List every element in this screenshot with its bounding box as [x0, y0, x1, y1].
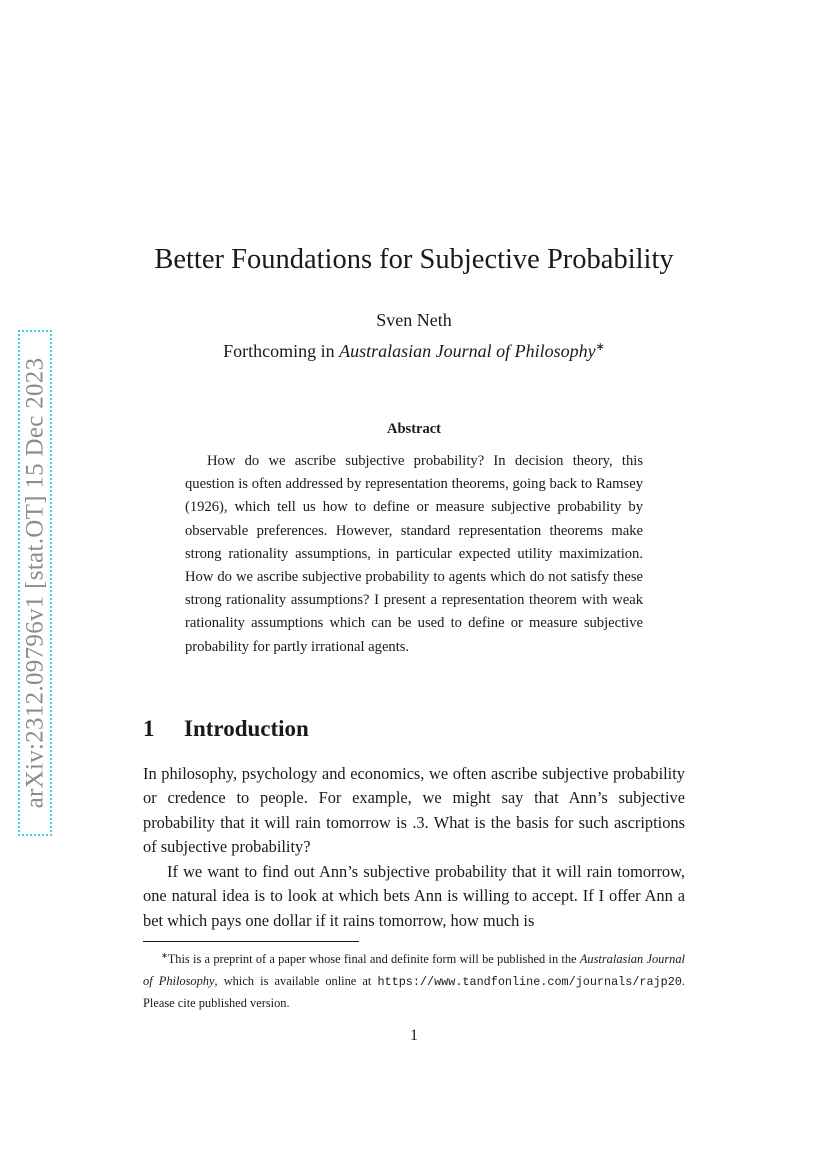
footnote-text-before: This is a preprint of a paper whose final and definite form will be published in the [167, 952, 580, 966]
body-paragraph-2: If we want to find out Ann’s subjective probability that it will rain tomorrow, one natural idea is to look at which bets Ann is willing to accept. If I offer Ann a bet which pays one dollar if it rains tomorrow, how much is [143, 862, 685, 930]
venue-prefix: Forthcoming in [223, 341, 340, 361]
section-title: Introduction [184, 716, 309, 741]
footnote [143, 945, 685, 1015]
footnote-rule [143, 941, 359, 942]
body-paragraph-1: In philosophy, psychology and economics, we often ascribe subjective probability or credence to people. For example, we might say that Ann’s subjective probability that it will rain tomorrow is .3. What is the basis for such ascriptions of subjective probability? [143, 764, 685, 857]
page-number: 1 [410, 1027, 418, 1044]
arxiv-identifier-stamp [18, 330, 52, 836]
author-name: Sven Neth [376, 310, 452, 330]
section-heading [143, 716, 309, 742]
publication-venue [0, 340, 828, 362]
footnote-text-after: . Please cite published version. [143, 973, 685, 1010]
arxiv-identifier-text: arXiv:2312.09796v1 [stat.OT] 15 Dec 2023 [21, 357, 48, 809]
venue-footnote-mark: ∗ [595, 341, 605, 353]
paper-title: Better Foundations for Subjective Probability [154, 244, 674, 275]
footnote-text-middle: , which is available online at [214, 973, 378, 988]
section-number: 1 [143, 716, 155, 741]
abstract-text: How do we ascribe subjective probability? In decision theory, this question is often addressed by representation theorems, going back to Ramsey (1926), which tell us how to define or measure subjective probability by observable preferences. However, standard representation theorems make strong rationality assumptions, in particular expected utility maximization. How do we ascribe subjective probability to agents which do not satisfy these strong rationality assumptions? I present a representation theorem with weak rationality assumptions which can be used to define or measure subjective probability for partly irrational agents. [185, 453, 643, 655]
footnote-url-link[interactable]: https://www.tandfonline.com/journals/rajp20 [377, 974, 682, 989]
abstract-heading: Abstract [387, 421, 441, 437]
footnote-journal: Australasian Journal of Philosophy [143, 952, 685, 988]
footnote-mark: ∗ [161, 951, 168, 960]
venue-journal: Australasian Journal of Philosophy [339, 341, 596, 361]
